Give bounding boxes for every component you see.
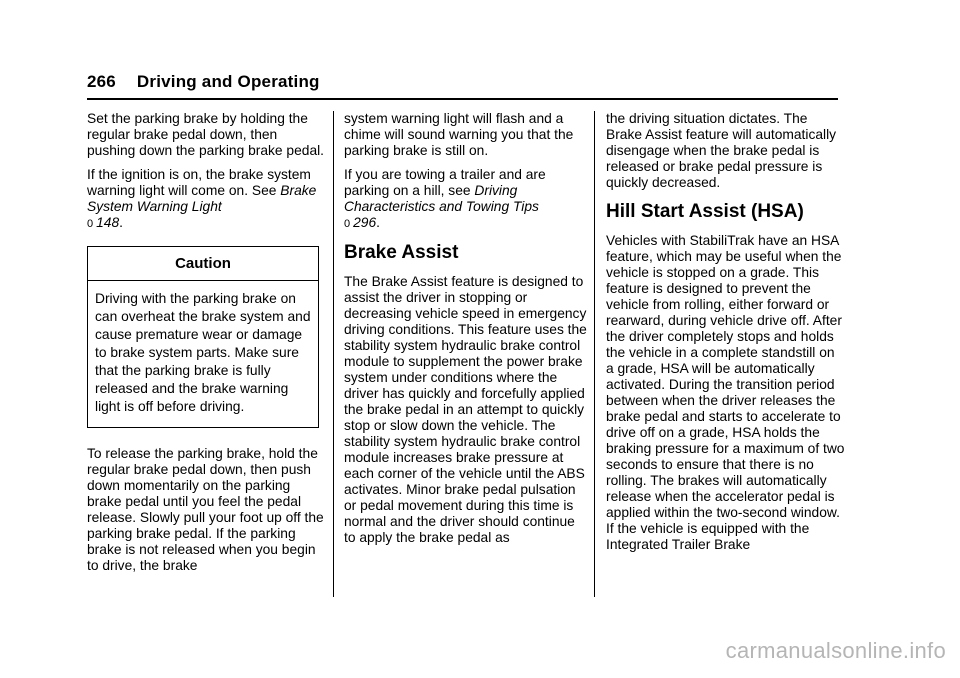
caution-box [87,246,319,428]
section-title: Driving and Operating [136,72,320,91]
cross-reference-page[interactable]: 148 [96,215,120,230]
paragraph: Set the parking brake by holding the regular brake pedal down, then pushing down the parking brake pedal. [87,111,325,158]
caution-text: Driving with the parking brake on can overheat the brake system and cause premature wear or damage to brake system parts. Make sure that the parking brake is fully released and the brake warning light is off before driving. [95,291,311,414]
column-divider-2 [594,111,595,597]
page-ref-arrow-icon: 0 [344,218,351,230]
page-ref-arrow-icon: 0 [87,218,94,230]
paragraph: The Brake Assist feature is designed to assist the driver in stopping or decreasing vehicle speed in emergency driving conditions. This feature uses the stability system hydraulic brake control module to supplement the power brake system under conditions where the driver has quickly and forcefully applied the brake pedal in an attempt to quickly stop or slow down the vehicle. The stability system hydraulic brake control module increases brake pressure at each corner of the vehicle until the ABS activates. Minor brake pedal pulsation or pedal movement during this time is normal and the driver should continue to apply the brake pedal as [344,274,587,545]
paragraph-with-reference [87,167,327,232]
paragraph-text: If the ignition is on, the brake system warning light will come on. See [87,167,311,198]
period: . [376,215,380,230]
watermark: carmanualsonline.info [725,638,946,663]
paragraph-text: If you are towing a trailer and are parking on a hill, see [344,167,546,198]
caution-title: Caution [88,247,318,281]
section-heading: Brake Assist [344,242,459,263]
cross-reference-link[interactable]: Driving Characteristics and Towing Tips [344,183,539,214]
cross-reference-link[interactable]: Brake System Warning Light [87,183,317,214]
section-heading: Hill Start Assist (HSA) [606,201,804,222]
paragraph: system warning light will flash and a chime will sound warning you that the parking brake is still on. [344,111,574,158]
column-1 [87,111,327,582]
page-header [87,72,320,92]
paragraph: To release the parking brake, hold the regular brake pedal down, then push down momentarily on the parking brake pedal until you feel the pedal release. Slowly pull your foot up off the parking brake pedal. If the parking brake is not released when you begin to drive, the brake [87,446,324,573]
header-rule [87,98,838,100]
paragraph: Vehicles with StabiliTrak have an HSA feature, which may be useful when the vehicle is stopped on a grade. This feature is designed to prevent the vehicle from rolling, either forward or rearward, during vehicle drive off. After the driver completely stops and holds the vehicle in a complete standstill on a grade, HSA will be automatically activated. During the transition period between when the driver releases the brake pedal and starts to accelerate to drive off on a grade, HSA holds the braking pressure for a maximum of two seconds to ensure that there is no rolling. The brakes will automatically release when the accelerator pedal is applied within the two-second window. If the vehicle is equipped with the Integrated Trailer Brake [606,233,845,552]
column-2 [344,111,589,554]
page-number: 266 [87,72,116,91]
cross-reference-page[interactable]: 296 [353,215,377,230]
period: . [119,215,123,230]
column-3 [606,111,846,561]
paragraph: the driving situation dictates. The Brake Assist feature will automatically disengage when the brake pedal is released or brake pedal pressure is quickly decreased. [606,111,837,190]
column-divider-1 [333,111,334,597]
paragraph-with-reference [344,167,589,232]
